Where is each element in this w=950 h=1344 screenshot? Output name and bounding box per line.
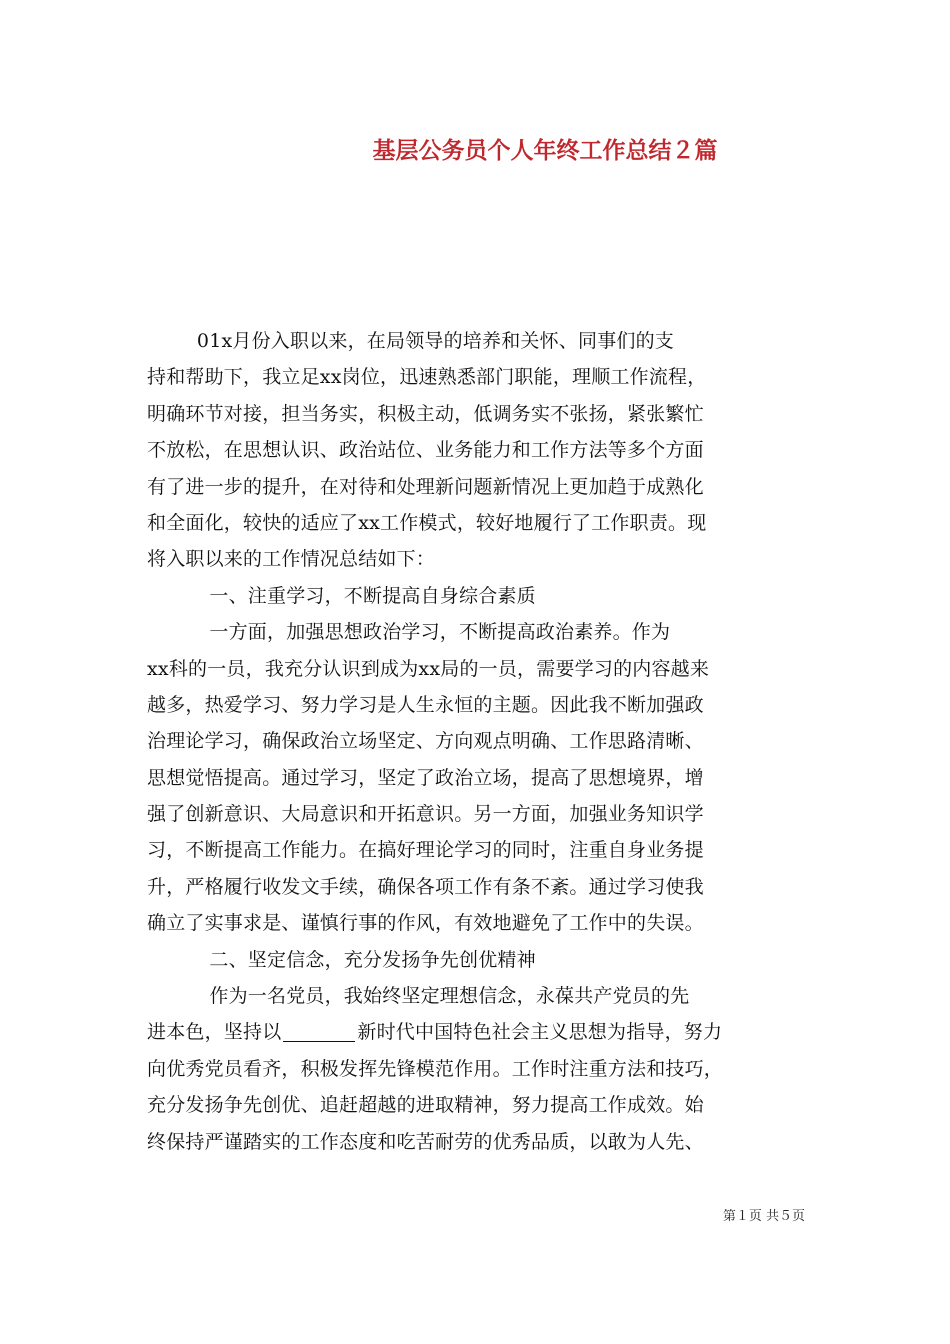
body-line: 和全面化，较快的适应了xx工作模式，较好地履行了工作职责。现 <box>147 511 707 534</box>
document-body <box>147 323 807 1160</box>
body-line: 一方面，加强思想政治学习，不断提高政治素养。作为 <box>147 621 671 644</box>
body-line: 思想觉悟提高。通过学习，坚定了政治立场，提高了思想境界，增 <box>147 766 704 789</box>
page-number-footer: 第１页 共５页 <box>722 1209 805 1224</box>
body-line: 明确环节对接，担当务实，积极主动，低调务实不张扬，紧张繁忙 <box>147 402 704 425</box>
body-line: 越多，热爱学习、努力学习是人生永恒的主题。因此我不断加强政 <box>147 693 704 716</box>
body-line: 习，不断提高工作能力。在搞好理论学习的同时，注重自身业务提 <box>147 839 704 862</box>
body-line: 治理论学习，确保政治立场坚定、方向观点明确、工作思路清晰、 <box>147 730 704 753</box>
document-title: 基层公务员个人年终工作总结２篇 <box>372 137 718 164</box>
body-line: 向优秀党员看齐，积极发挥先锋模范作用。工作时注重方法和技巧， <box>147 1057 724 1080</box>
blank-line-suffix: 新时代中国特色社会主义思想为指导，努力 <box>357 1021 723 1044</box>
fill-in-blank <box>283 1019 355 1042</box>
section-heading-2: 二、坚定信念，充分发扬争先创优精神 <box>147 948 536 971</box>
blank-line-prefix: 进本色，坚持以 <box>147 1021 282 1044</box>
body-line: 强了创新意识、大局意识和开拓意识。另一方面，加强业务知识学 <box>147 803 704 826</box>
body-line: 充分发扬争先创优、追赶超越的进取精神，努力提高工作成效。始 <box>147 1094 704 1117</box>
body-line: 有了进一步的提升，在对待和处理新问题新情况上更加趋于成熟化 <box>147 475 704 498</box>
body-line: xx科的一员，我充分认识到成为xx局的一员，需要学习的内容越来 <box>147 657 710 680</box>
body-line: 不放松，在思想认识、政治站位、业务能力和工作方法等多个方面 <box>147 439 704 462</box>
body-line: 升，严格履行收发文手续，确保各项工作有条不紊。通过学习使我 <box>147 875 704 898</box>
body-line: 持和帮助下，我立足xx岗位，迅速熟悉部门职能，理顺工作流程， <box>147 366 707 389</box>
section-heading-1: 一、注重学习，不断提高自身综合素质 <box>147 584 536 607</box>
body-line: 将入职以来的工作情况总结如下： <box>147 548 436 571</box>
body-line: 确立了实事求是、谨慎行事的作风，有效地避免了工作中的失误。 <box>147 912 704 935</box>
body-line-with-blank <box>147 1014 807 1050</box>
body-line: 01x月份入职以来，在局领导的培养和关怀、同事们的支 <box>147 330 675 352</box>
body-line: 终保持严谨踏实的工作态度和吃苦耐劳的优秀品质，以敢为人先、 <box>147 1130 704 1153</box>
body-line: 作为一名党员，我始终坚定理想信念，永葆共产党员的先 <box>147 985 690 1008</box>
